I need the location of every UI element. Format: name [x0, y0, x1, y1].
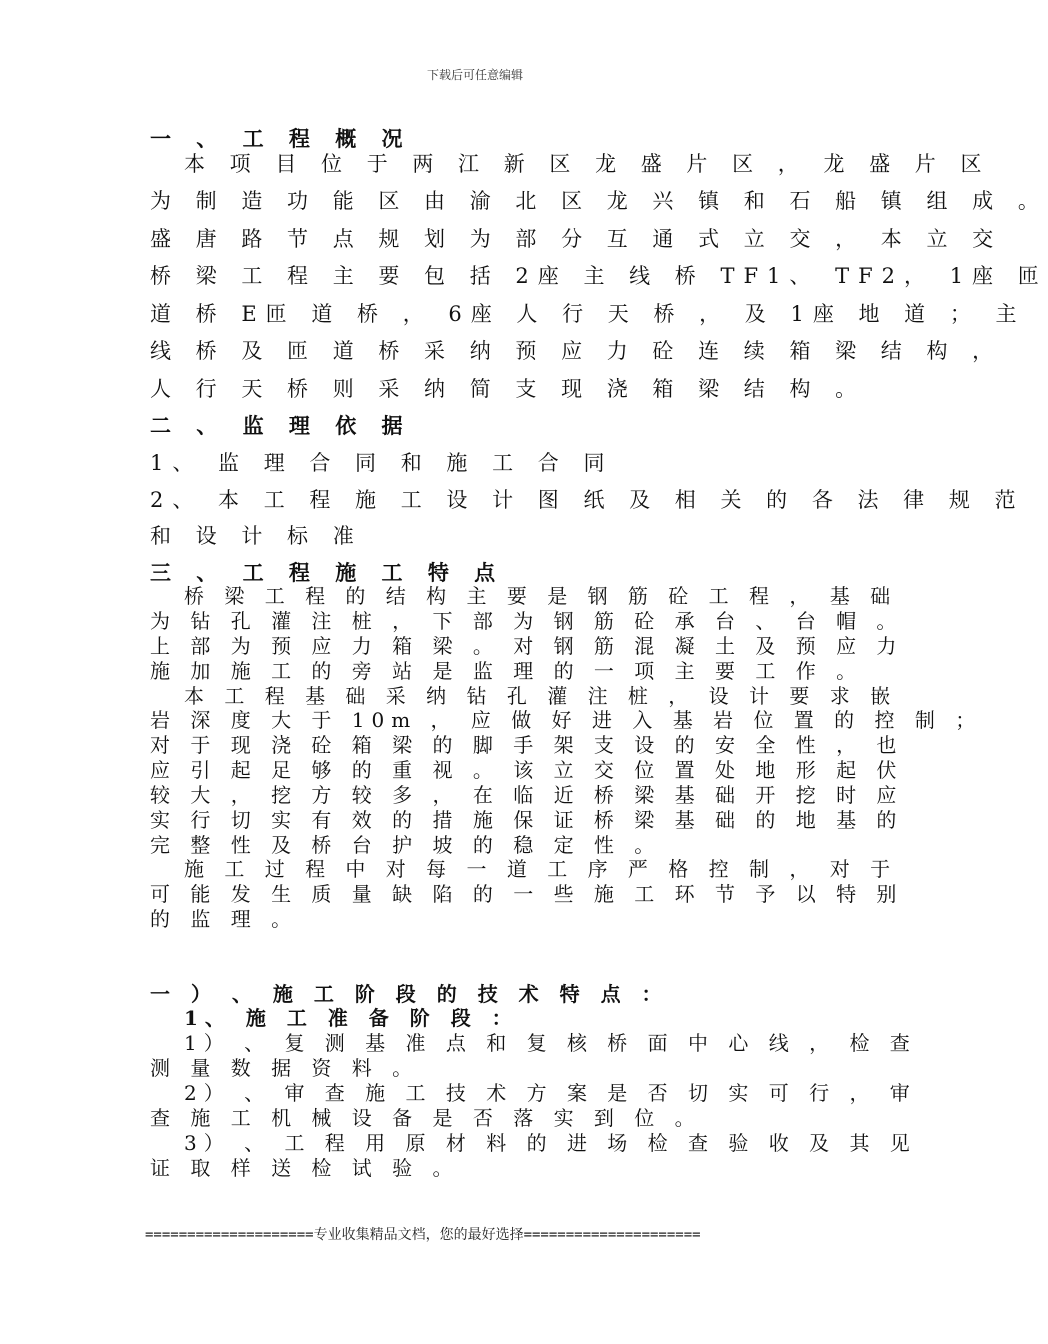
paragraph-line: 施 工 过 程 中 对 每 一 道 工 序 严 格 控 制 ， 对 于	[184, 857, 898, 881]
paragraph-line: 和 设 计 标 准	[150, 524, 363, 548]
paragraph-line: 测 量 数 据 资 料 。	[150, 1056, 420, 1080]
paragraph-line: 应 引 起 足 够 的 重 视 。 该 立 交 位 置 处 地 形 起 伏	[150, 758, 904, 782]
paragraph-line: 较 大 ， 挖 方 较 多 ， 在 临 近 桥 梁 基 础 开 挖 时 应	[150, 783, 904, 807]
paragraph-line: 为 钻 孔 灌 注 桩 ， 下 部 为 钢 筋 砼 承 台 、 台 帽 。	[150, 609, 904, 633]
paragraph-line: 3） 、 工 程 用 原 材 料 的 进 场 检 查 验 收 及 其 见	[184, 1131, 917, 1155]
paragraph-line: 上 部 为 预 应 力 箱 梁 。 对 钢 筋 混 凝 土 及 预 应 力	[150, 634, 904, 658]
paragraph-line: 实 行 切 实 有 效 的 措 施 保 证 桥 梁 基 础 的 地 基 的	[150, 808, 904, 832]
paragraph-line: 1） 、 复 测 基 准 点 和 复 核 桥 面 中 心 线 ， 检 查	[184, 1031, 917, 1055]
paragraph-line: 的 监 理 。	[150, 907, 299, 931]
paragraph-line: 本 项 目 位 于 两 江 新 区 龙 盛 片 区 ， 龙 盛 片 区	[184, 152, 991, 176]
paragraph-line: 对 于 现 浇 砼 箱 梁 的 脚 手 架 支 设 的 安 全 性 ， 也	[150, 733, 904, 757]
paragraph-line: 完 整 性 及 桥 台 护 坡 的 稳 定 性 。	[150, 833, 662, 857]
paragraph-line: 2、 本 工 程 施 工 设 计 图 纸 及 相 关 的 各 法 律 规 范	[150, 488, 1025, 512]
paragraph-line: 人 行 天 桥 则 采 纳 简 支 现 浇 箱 梁 结 构 。	[150, 377, 866, 401]
paragraph-line: 线 桥 及 匝 道 桥 采 纳 预 应 力 砼 连 续 箱 梁 结 构 ，	[150, 339, 1003, 363]
paragraph-line: 桥 梁 工 程 的 结 构 主 要 是 钢 筋 砼 工 程 ， 基 础	[184, 584, 898, 608]
paragraph-line: 盛 唐 路 节 点 规 划 为 部 分 互 通 式 立 交 ， 本 立 交	[150, 227, 1003, 251]
paragraph-line: 本 工 程 基 础 采 纳 钻 孔 灌 注 桩 ， 设 计 要 求 嵌	[184, 684, 898, 708]
paragraph-line: 桥 梁 工 程 主 要 包 括 2座 主 线 桥 TF1、 TF2， 1座 匝	[150, 264, 1048, 288]
paragraph-line: 岩 深 度 大 于 10m ， 应 做 好 进 入 基 岩 位 置 的 控 制 ；	[150, 708, 983, 732]
paragraph-line: 2） 、 审 查 施 工 技 术 方 案 是 否 切 实 可 行 ， 审	[184, 1081, 917, 1105]
paragraph-line: 道 桥 E匝 道 桥 ， 6座 人 行 天 桥 ， 及 1座 地 道 ； 主	[150, 302, 1026, 326]
paragraph-line: 可 能 发 生 质 量 缺 陷 的 一 些 施 工 环 节 予 以 特 别	[150, 882, 904, 906]
page-footer: ====================专业收集精品文档，您的最好选择=====================	[145, 1227, 701, 1243]
paragraph-line: 证 取 样 送 检 试 验 。	[150, 1156, 460, 1180]
section-heading: 一 ） 、 施 工 阶 段 的 技 术 特 点 ：	[150, 982, 669, 1006]
paragraph-line: 查 施 工 机 械 设 备 是 否 落 实 到 位 。	[150, 1106, 702, 1130]
section-heading: 三 、 工 程 施 工 特 点	[150, 560, 505, 585]
paragraph-line: 施 加 施 工 的 旁 站 是 监 理 的 一 项 主 要 工 作 。	[150, 659, 864, 683]
paragraph-line: 1、 监 理 合 同 和 施 工 合 同	[150, 451, 614, 475]
page-header: 下载后可任意编辑	[426, 68, 523, 82]
paragraph-line: 为 制 造 功 能 区 由 渝 北 区 龙 兴 镇 和 石 船 镇 组 成 。	[150, 189, 1048, 213]
section-heading: 1、 施 工 准 备 阶 段 ：	[184, 1006, 519, 1030]
section-heading: 二 、 监 理 依 据	[150, 413, 412, 438]
section-heading: 一 、 工 程 概 况	[150, 126, 412, 151]
